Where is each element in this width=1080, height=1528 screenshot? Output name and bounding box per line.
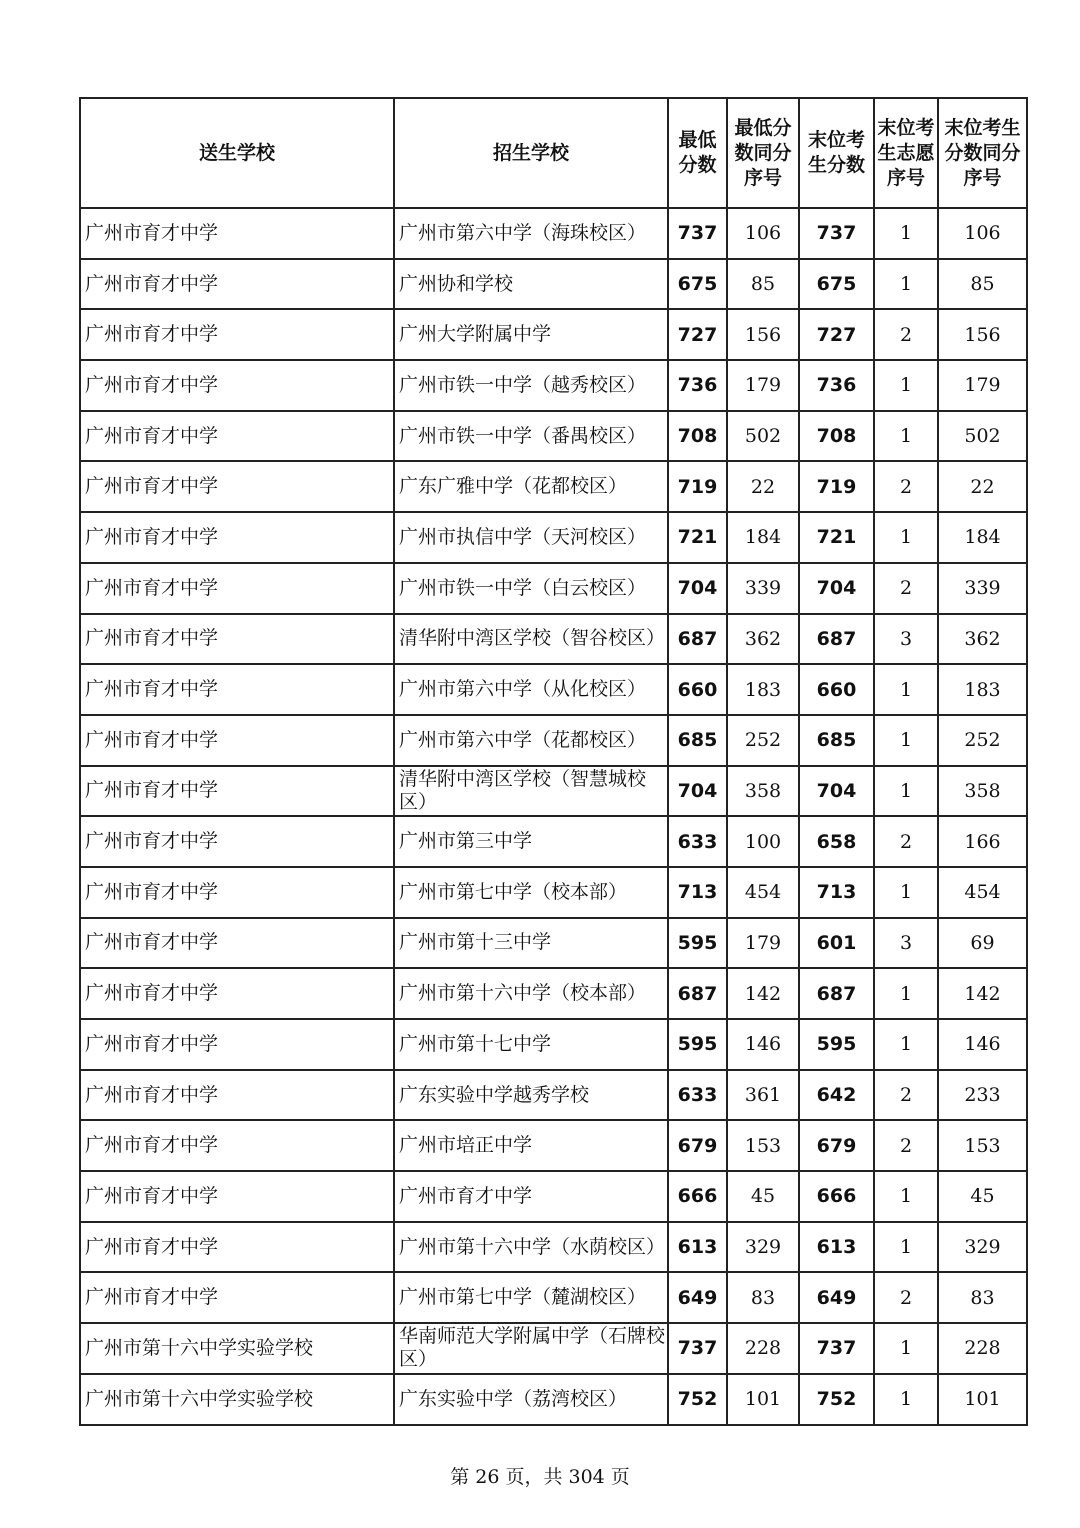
header-last-student-choice: 末位考生志愿序号 (874, 98, 938, 208)
sending-school-cell: 广州市第十六中学实验学校 (80, 1374, 394, 1425)
last-score-rank-cell: 183 (938, 664, 1027, 715)
choice-order-cell: 1 (874, 968, 938, 1019)
table-row (80, 614, 1027, 665)
sending-school-cell: 广州市育才中学 (80, 259, 394, 310)
admitting-school-cell: 广州大学附属中学 (394, 309, 668, 360)
table-row (80, 461, 1027, 512)
header-min-score-rank: 最低分数同分序号 (727, 98, 799, 208)
sending-school-cell: 广州市育才中学 (80, 563, 394, 614)
last-score-cell: 752 (799, 1374, 874, 1425)
table-header-row (80, 98, 1027, 208)
admitting-school-cell: 广州市第七中学（麓湖校区） (394, 1272, 668, 1323)
sending-school-cell: 广州市育才中学 (80, 968, 394, 1019)
table-row (80, 867, 1027, 918)
choice-order-cell: 3 (874, 614, 938, 665)
choice-order-cell: 1 (874, 715, 938, 766)
admitting-school-cell: 广州市第十六中学（水荫校区） (394, 1222, 668, 1273)
last-score-cell: 704 (799, 563, 874, 614)
admitting-school-cell: 广州市铁一中学（番禺校区） (394, 411, 668, 462)
admitting-school-cell: 广州市育才中学 (394, 1171, 668, 1222)
choice-order-cell: 1 (874, 867, 938, 918)
page-footer: 第 26 页，共 304 页 (450, 1466, 630, 1488)
sending-school-cell: 广州市育才中学 (80, 208, 394, 259)
min-score-cell: 633 (668, 1070, 727, 1121)
min-score-cell: 633 (668, 816, 727, 867)
choice-order-cell: 2 (874, 309, 938, 360)
last-score-cell: 713 (799, 867, 874, 918)
choice-order-cell: 1 (874, 259, 938, 310)
last-score-cell: 736 (799, 360, 874, 411)
admitting-school-cell: 广东实验中学越秀学校 (394, 1070, 668, 1121)
sending-school-cell: 广州市育才中学 (80, 411, 394, 462)
last-score-rank-cell: 156 (938, 309, 1027, 360)
min-score-rank-cell: 153 (727, 1120, 799, 1171)
min-score-rank-cell: 228 (727, 1323, 799, 1374)
last-score-cell: 727 (799, 309, 874, 360)
sending-school-cell: 广州市育才中学 (80, 309, 394, 360)
last-score-cell: 687 (799, 968, 874, 1019)
last-score-cell: 704 (799, 766, 874, 817)
min-score-rank-cell: 183 (727, 664, 799, 715)
last-score-rank-cell: 184 (938, 512, 1027, 563)
last-score-cell: 660 (799, 664, 874, 715)
sending-school-cell: 广州市育才中学 (80, 512, 394, 563)
choice-order-cell: 1 (874, 1171, 938, 1222)
admitting-school-cell: 清华附中湾区学校（智慧城校区） (394, 766, 668, 817)
last-score-cell: 601 (799, 918, 874, 969)
table-row (80, 360, 1027, 411)
header-last-student-score: 末位考生分数 (799, 98, 874, 208)
min-score-rank-cell: 100 (727, 816, 799, 867)
min-score-cell: 719 (668, 461, 727, 512)
min-score-rank-cell: 179 (727, 360, 799, 411)
table-row (80, 1272, 1027, 1323)
choice-order-cell: 1 (874, 208, 938, 259)
min-score-cell: 737 (668, 1323, 727, 1374)
last-score-cell: 719 (799, 461, 874, 512)
min-score-cell: 727 (668, 309, 727, 360)
last-score-rank-cell: 454 (938, 867, 1027, 918)
choice-order-cell: 2 (874, 1070, 938, 1121)
admitting-school-cell: 广州市第十三中学 (394, 918, 668, 969)
last-score-cell: 675 (799, 259, 874, 310)
last-score-rank-cell: 106 (938, 208, 1027, 259)
min-score-rank-cell: 45 (727, 1171, 799, 1222)
last-score-cell: 737 (799, 1323, 874, 1374)
last-score-rank-cell: 228 (938, 1323, 1027, 1374)
table-row (80, 1222, 1027, 1273)
admitting-school-cell: 广州市第六中学（海珠校区） (394, 208, 668, 259)
min-score-cell: 752 (668, 1374, 727, 1425)
sending-school-cell: 广州市育才中学 (80, 1222, 394, 1273)
last-score-rank-cell: 358 (938, 766, 1027, 817)
choice-order-cell: 2 (874, 1272, 938, 1323)
min-score-rank-cell: 142 (727, 968, 799, 1019)
min-score-cell: 721 (668, 512, 727, 563)
min-score-cell: 704 (668, 563, 727, 614)
choice-order-cell: 2 (874, 563, 938, 614)
admitting-school-cell: 广州市第六中学（从化校区） (394, 664, 668, 715)
table-row (80, 1120, 1027, 1171)
sending-school-cell: 广州市育才中学 (80, 461, 394, 512)
choice-order-cell: 1 (874, 1222, 938, 1273)
min-score-rank-cell: 502 (727, 411, 799, 462)
choice-order-cell: 2 (874, 1120, 938, 1171)
choice-order-cell: 1 (874, 664, 938, 715)
sending-school-cell: 广州市育才中学 (80, 1019, 394, 1070)
min-score-rank-cell: 329 (727, 1222, 799, 1273)
sending-school-cell: 广州市第十六中学实验学校 (80, 1323, 394, 1374)
min-score-cell: 666 (668, 1171, 727, 1222)
admitting-school-cell: 广州市第六中学（花都校区） (394, 715, 668, 766)
admitting-school-cell: 广州市铁一中学（越秀校区） (394, 360, 668, 411)
header-admitting-school: 招生学校 (394, 98, 668, 208)
admitting-school-cell: 广州市第十六中学（校本部） (394, 968, 668, 1019)
min-score-cell: 736 (668, 360, 727, 411)
min-score-rank-cell: 252 (727, 715, 799, 766)
last-score-rank-cell: 101 (938, 1374, 1027, 1425)
sending-school-cell: 广州市育才中学 (80, 614, 394, 665)
min-score-rank-cell: 101 (727, 1374, 799, 1425)
last-score-rank-cell: 45 (938, 1171, 1027, 1222)
table-row (80, 1323, 1027, 1374)
last-score-cell: 679 (799, 1120, 874, 1171)
min-score-cell: 649 (668, 1272, 727, 1323)
admitting-school-cell: 广州市第三中学 (394, 816, 668, 867)
min-score-rank-cell: 179 (727, 918, 799, 969)
admission-score-table (79, 97, 1028, 1426)
choice-order-cell: 1 (874, 411, 938, 462)
table-row (80, 1019, 1027, 1070)
last-score-rank-cell: 362 (938, 614, 1027, 665)
min-score-cell: 687 (668, 614, 727, 665)
sending-school-cell: 广州市育才中学 (80, 766, 394, 817)
last-score-rank-cell: 166 (938, 816, 1027, 867)
min-score-rank-cell: 83 (727, 1272, 799, 1323)
choice-order-cell: 1 (874, 512, 938, 563)
min-score-rank-cell: 361 (727, 1070, 799, 1121)
header-min-score: 最低分数 (668, 98, 727, 208)
sending-school-cell: 广州市育才中学 (80, 664, 394, 715)
sending-school-cell: 广州市育才中学 (80, 1272, 394, 1323)
min-score-cell: 595 (668, 1019, 727, 1070)
choice-order-cell: 1 (874, 1323, 938, 1374)
last-score-rank-cell: 252 (938, 715, 1027, 766)
sending-school-cell: 广州市育才中学 (80, 715, 394, 766)
min-score-rank-cell: 454 (727, 867, 799, 918)
last-score-cell: 708 (799, 411, 874, 462)
min-score-rank-cell: 22 (727, 461, 799, 512)
min-score-cell: 685 (668, 715, 727, 766)
min-score-cell: 675 (668, 259, 727, 310)
last-score-cell: 595 (799, 1019, 874, 1070)
last-score-cell: 642 (799, 1070, 874, 1121)
sending-school-cell: 广州市育才中学 (80, 1120, 394, 1171)
last-score-rank-cell: 146 (938, 1019, 1027, 1070)
min-score-cell: 660 (668, 664, 727, 715)
admitting-school-cell: 广州协和学校 (394, 259, 668, 310)
admitting-school-cell: 广东实验中学（荔湾校区） (394, 1374, 668, 1425)
admitting-school-cell: 广州市第十七中学 (394, 1019, 668, 1070)
last-score-cell: 613 (799, 1222, 874, 1273)
last-score-rank-cell: 233 (938, 1070, 1027, 1121)
last-score-rank-cell: 22 (938, 461, 1027, 512)
last-score-cell: 658 (799, 816, 874, 867)
min-score-rank-cell: 362 (727, 614, 799, 665)
last-score-rank-cell: 85 (938, 259, 1027, 310)
table-row (80, 766, 1027, 817)
last-score-rank-cell: 83 (938, 1272, 1027, 1323)
min-score-cell: 708 (668, 411, 727, 462)
sending-school-cell: 广州市育才中学 (80, 1070, 394, 1121)
table-row (80, 1374, 1027, 1425)
choice-order-cell: 1 (874, 1374, 938, 1425)
last-score-cell: 687 (799, 614, 874, 665)
choice-order-cell: 2 (874, 816, 938, 867)
table-row (80, 259, 1027, 310)
min-score-cell: 737 (668, 208, 727, 259)
choice-order-cell: 3 (874, 918, 938, 969)
header-last-student-rank: 末位考生分数同分序号 (938, 98, 1027, 208)
admitting-school-cell: 华南师范大学附属中学（石牌校区） (394, 1323, 668, 1374)
admitting-school-cell: 清华附中湾区学校（智谷校区） (394, 614, 668, 665)
last-score-rank-cell: 142 (938, 968, 1027, 1019)
min-score-cell: 704 (668, 766, 727, 817)
sending-school-cell: 广州市育才中学 (80, 816, 394, 867)
choice-order-cell: 1 (874, 360, 938, 411)
last-score-rank-cell: 69 (938, 918, 1027, 969)
sending-school-cell: 广州市育才中学 (80, 918, 394, 969)
min-score-cell: 679 (668, 1120, 727, 1171)
min-score-cell: 687 (668, 968, 727, 1019)
min-score-rank-cell: 358 (727, 766, 799, 817)
min-score-rank-cell: 339 (727, 563, 799, 614)
last-score-rank-cell: 339 (938, 563, 1027, 614)
table-row (80, 918, 1027, 969)
last-score-rank-cell: 329 (938, 1222, 1027, 1273)
sending-school-cell: 广州市育才中学 (80, 867, 394, 918)
last-score-cell: 721 (799, 512, 874, 563)
last-score-cell: 685 (799, 715, 874, 766)
min-score-rank-cell: 106 (727, 208, 799, 259)
admitting-school-cell: 广州市第七中学（校本部） (394, 867, 668, 918)
min-score-cell: 595 (668, 918, 727, 969)
last-score-rank-cell: 179 (938, 360, 1027, 411)
last-score-rank-cell: 502 (938, 411, 1027, 462)
last-score-rank-cell: 153 (938, 1120, 1027, 1171)
choice-order-cell: 1 (874, 1019, 938, 1070)
sending-school-cell: 广州市育才中学 (80, 1171, 394, 1222)
header-sending-school: 送生学校 (80, 98, 394, 208)
min-score-rank-cell: 156 (727, 309, 799, 360)
admitting-school-cell: 广州市培正中学 (394, 1120, 668, 1171)
min-score-cell: 613 (668, 1222, 727, 1273)
table-row (80, 411, 1027, 462)
min-score-rank-cell: 146 (727, 1019, 799, 1070)
min-score-cell: 713 (668, 867, 727, 918)
min-score-rank-cell: 85 (727, 259, 799, 310)
table-row (80, 968, 1027, 1019)
admitting-school-cell: 广州市执信中学（天河校区） (394, 512, 668, 563)
table-row (80, 309, 1027, 360)
table-row (80, 512, 1027, 563)
last-score-cell: 737 (799, 208, 874, 259)
admitting-school-cell: 广东广雅中学（花都校区） (394, 461, 668, 512)
last-score-cell: 666 (799, 1171, 874, 1222)
min-score-rank-cell: 184 (727, 512, 799, 563)
last-score-cell: 649 (799, 1272, 874, 1323)
table-row (80, 816, 1027, 867)
table-body (80, 208, 1027, 1425)
choice-order-cell: 1 (874, 766, 938, 817)
choice-order-cell: 2 (874, 461, 938, 512)
table-row (80, 1070, 1027, 1121)
sending-school-cell: 广州市育才中学 (80, 360, 394, 411)
table-row (80, 1171, 1027, 1222)
table-row (80, 563, 1027, 614)
table-row (80, 664, 1027, 715)
table-row (80, 208, 1027, 259)
table-row (80, 715, 1027, 766)
admitting-school-cell: 广州市铁一中学（白云校区） (394, 563, 668, 614)
